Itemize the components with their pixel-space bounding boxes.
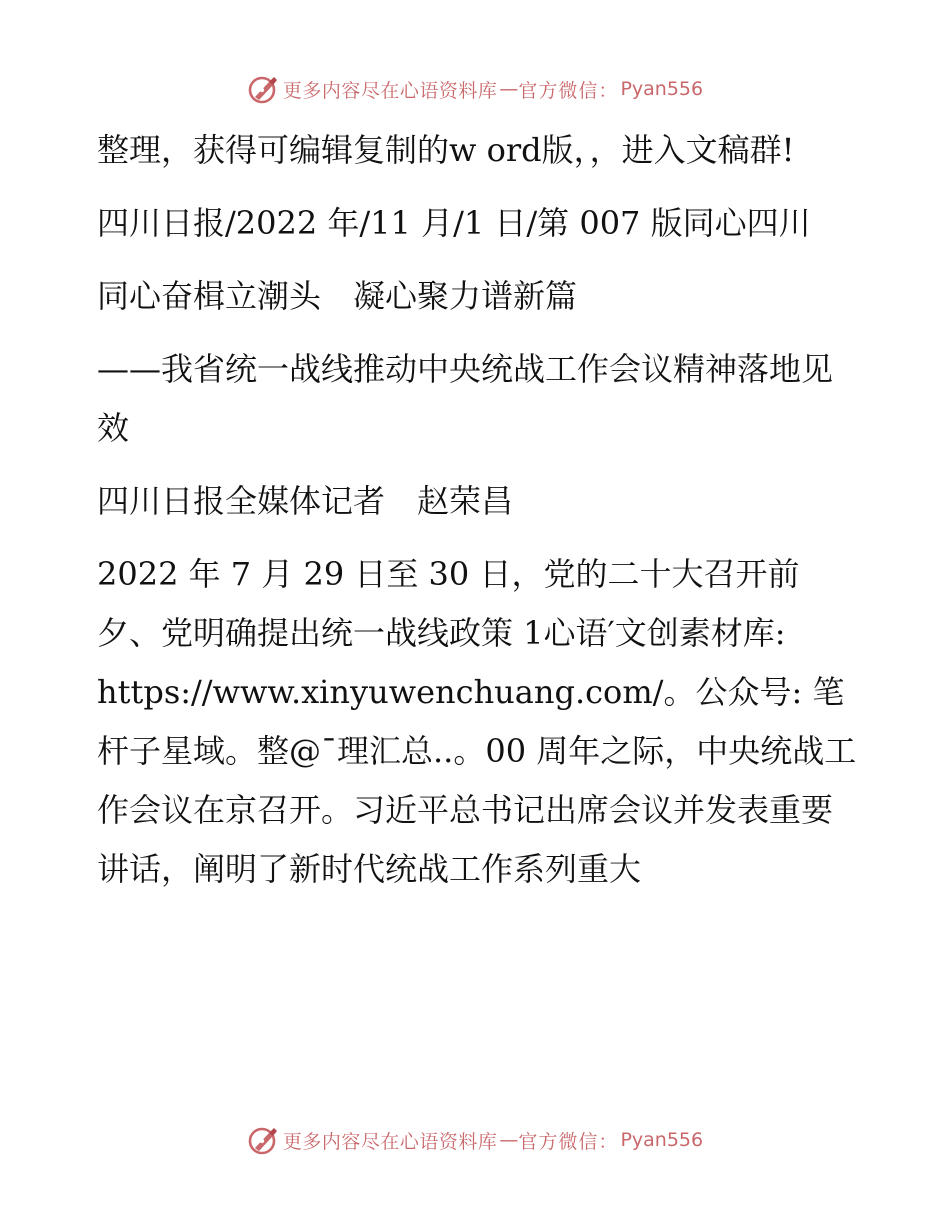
paragraph-source: 四川日报/2022 年/11 月/1 日/第 007 版同心四川 (97, 204, 811, 242)
article-subtitle: ——我省统一战线推动中央统战工作会议精神落地见效 (97, 350, 834, 447)
article-byline: 四川日报全媒体记者 赵荣昌 (97, 482, 514, 520)
watermark-contact-label: 官方微信： (518, 79, 619, 102)
document-body (97, 121, 857, 899)
watermark-dash: — (499, 1129, 517, 1151)
watermark-text: 更多内容尽在心语资料库 (282, 1130, 498, 1153)
footer-watermark (0, 1122, 950, 1158)
watermark-wechat-id: Pyan556 (620, 1129, 704, 1151)
paragraph-intro: 整理，获得可编辑复制的w ord版，，进入文稿群! (97, 131, 795, 169)
paragraph-body: 2022 年 7 月 29 日至 30 日，党的二十大召开前夕、党明确提出统一战线政策 1心语′文创素材库: https://www.xinyuwenchuang.com/。公众号: 笔杆子星域。整@¯理汇总..。00 周年之际，中央统战工作会议在京召开。习近平总书记出席会议并发表重要讲话，阐明了新时代统战工作系列重大 (97, 555, 857, 888)
pen-logo-icon (247, 1124, 279, 1156)
watermark-dash: — (499, 78, 517, 100)
watermark-text: 更多内容尽在心语资料库 (282, 79, 498, 102)
header-watermark (0, 71, 950, 107)
watermark-contact-label: 官方微信： (518, 1130, 619, 1153)
watermark-wechat-id: Pyan556 (620, 78, 704, 100)
pen-logo-icon (247, 73, 279, 105)
article-title: 同心奋楫立潮头 凝心聚力谱新篇 (97, 277, 578, 315)
